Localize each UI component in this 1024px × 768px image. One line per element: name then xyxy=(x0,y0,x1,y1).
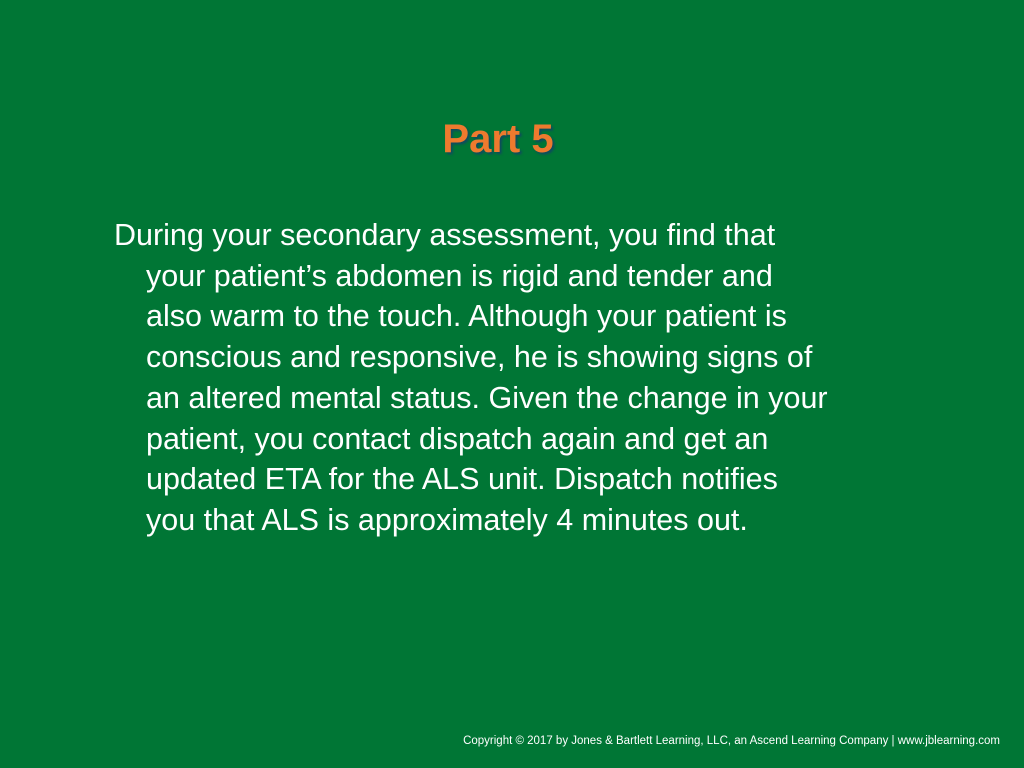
body-line: you that ALS is approximately 4 minutes out. xyxy=(146,502,748,537)
body-line: During your secondary assessment, you find that xyxy=(114,218,776,252)
body-line: conscious and responsive, he is showing signs of xyxy=(146,340,813,375)
body-line: your patient’s abdomen is rigid and tender and xyxy=(146,258,773,293)
body-line: updated ETA for the ALS unit. Dispatch notifies xyxy=(146,462,778,497)
body-line: an altered mental status. Given the change in your xyxy=(146,380,828,415)
body-line: patient, you contact dispatch again and get an xyxy=(146,421,769,456)
slide-body-paragraph xyxy=(114,215,914,541)
copyright-footer: Copyright © 2017 by Jones & Bartlett Learning, LLC, an Ascend Learning Company | www.jblearning.com xyxy=(463,735,1000,747)
slide-title: Part 5 xyxy=(442,117,554,161)
body-line: also warm to the touch. Although your patient is xyxy=(146,299,787,334)
